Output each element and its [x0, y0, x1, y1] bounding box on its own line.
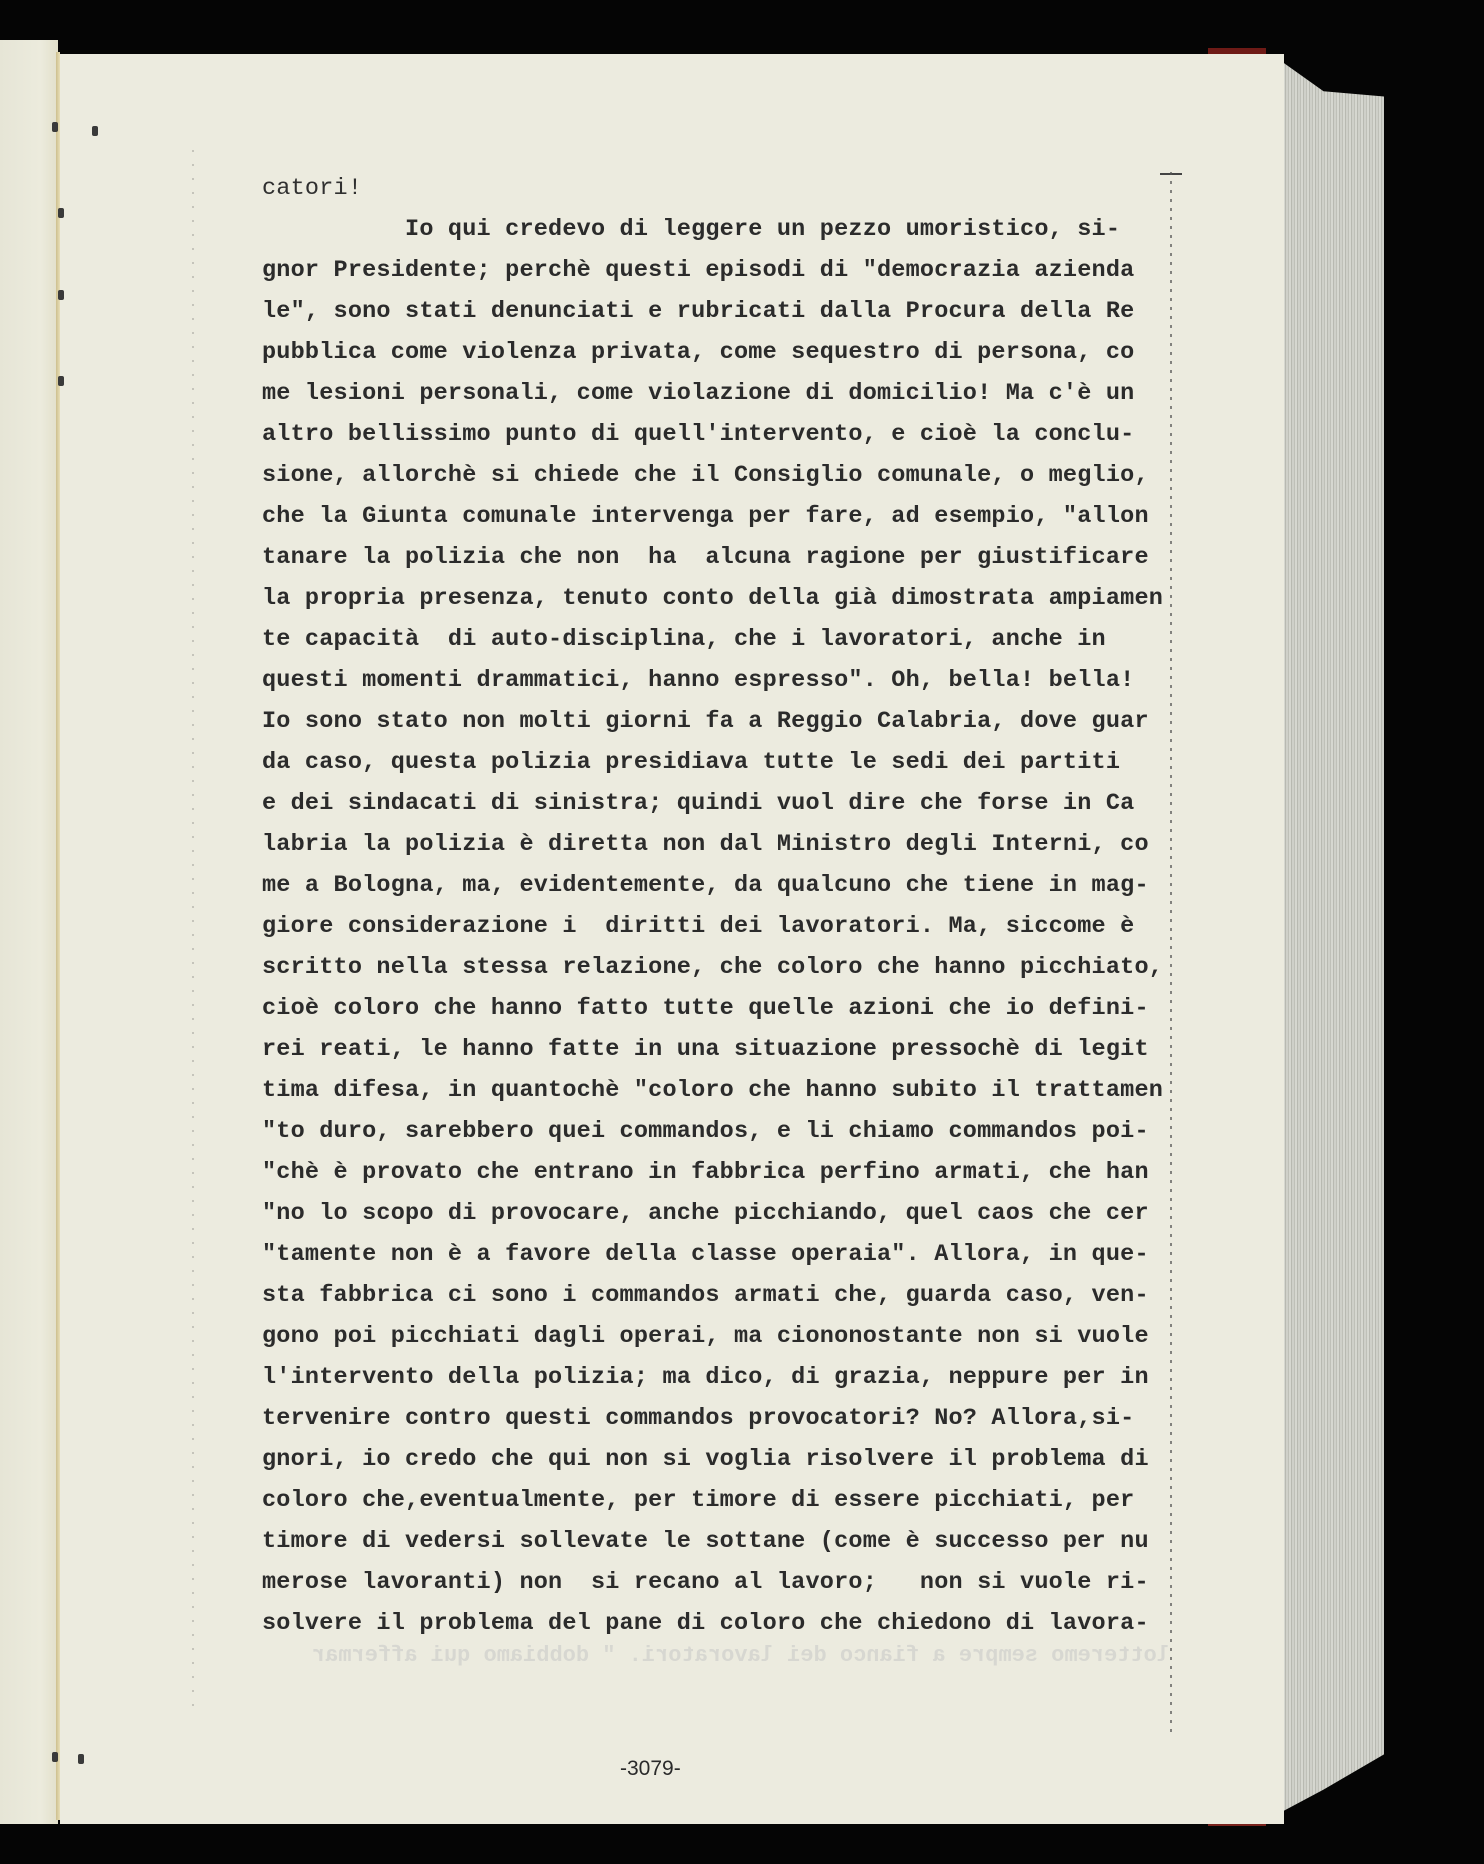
text-line: Io sono stato non molti giorni fa a Reggio Calabria, dove guar — [262, 708, 1149, 735]
binding-hole-icon — [58, 208, 64, 218]
text-line: te capacità di auto-disciplina, che i lavoratori, anche in — [262, 626, 1106, 653]
text-line: "to duro, sarebbero quei commandos, e li chiamo commandos poi- — [262, 1118, 1149, 1145]
text-line: questi momenti drammatici, hanno espresso". Oh, bella! bella! — [262, 667, 1135, 694]
text-line: le", sono stati denunciati e rubricati dalla Procura della Re — [262, 298, 1135, 325]
left-margin-marks — [192, 150, 194, 1710]
book-gutter — [56, 52, 60, 1820]
text-line: sta fabbrica ci sono i commandos armati che, guarda caso, ven- — [262, 1282, 1149, 1309]
text-line: che la Giunta comunale intervenga per fare, ad esempio, "allon — [262, 503, 1149, 530]
text-line: cioè coloro che hanno fatto tutte quelle azioni che io defini- — [262, 995, 1149, 1022]
binding-hole-icon — [58, 376, 64, 386]
text-line: me a Bologna, ma, evidentemente, da qualcuno che tiene in mag- — [262, 872, 1149, 899]
typewritten-body — [262, 168, 1162, 1644]
text-line: solvere il problema del pane di coloro che chiedono di lavora- — [262, 1610, 1149, 1637]
text-line: "no lo scopo di provocare, anche picchiando, quel caos che cer — [262, 1200, 1149, 1227]
text-line: tima difesa, in quantochè "coloro che hanno subito il trattamen — [262, 1077, 1164, 1104]
text-line: gnori, io credo che qui non si voglia risolvere il problema di — [262, 1446, 1149, 1473]
text-line: labria la polizia è diretta non dal Ministro degli Interni, co — [262, 831, 1149, 858]
binding-hole-icon — [78, 1754, 84, 1764]
text-line: la propria presenza, tenuto conto della già dimostrata ampiamen — [262, 585, 1164, 612]
text-line: sione, allorchè si chiede che il Consiglio comunale, o meglio, — [262, 462, 1149, 489]
page-number: -3079- — [620, 1757, 681, 1780]
text-line: catori! — [262, 175, 363, 202]
text-line: e dei sindacati di sinistra; quindi vuol dire che forse in Ca — [262, 790, 1135, 817]
binding-hole-icon — [92, 126, 98, 136]
binding-hole-icon — [52, 1752, 58, 1762]
text-line: altro bellissimo punto di quell'intervento, e cioè la conclu- — [262, 421, 1135, 448]
text-line: rei reati, le hanno fatte in una situazione pressochè di legit — [262, 1036, 1149, 1063]
text-line: pubblica come violenza privata, come sequestro di persona, co — [262, 339, 1135, 366]
text-line: da caso, questa polizia presidiava tutte le sedi dei partiti — [262, 749, 1121, 776]
text-line: l'intervento della polizia; ma dico, di grazia, neppure per in — [262, 1364, 1149, 1391]
right-margin-rule — [1170, 172, 1172, 1732]
text-line: Io qui credevo di leggere un pezzo umoristico, si- — [262, 216, 1121, 243]
text-line: tervenire contro questi commandos provocatori? No? Allora,si- — [262, 1405, 1135, 1432]
binding-hole-icon — [58, 290, 64, 300]
text-line: gono poi picchiati dagli operai, ma ciononostante non si vuole — [262, 1323, 1149, 1350]
text-line: gnor Presidente; perchè questi episodi di "democrazia azienda — [262, 257, 1135, 284]
text-line: "tamente non è a favore della classe operaia". Allora, in que- — [262, 1241, 1149, 1268]
page-stack-edges — [1274, 56, 1384, 1816]
text-line: giore considerazione i diritti dei lavoratori. Ma, siccome è — [262, 913, 1135, 940]
text-line: scritto nella stessa relazione, che coloro che hanno picchiato, — [262, 954, 1164, 981]
text-line: me lesioni personali, come violazione di domicilio! Ma c'è un — [262, 380, 1135, 407]
text-line: merose lavoranti) non si recano al lavoro; non si vuole ri- — [262, 1569, 1149, 1596]
binding-hole-icon — [52, 122, 58, 132]
text-line: tanare la polizia che non ha alcuna ragione per giustificare — [262, 544, 1149, 571]
text-line: coloro che,eventualmente, per timore di essere picchiati, per — [262, 1487, 1135, 1514]
text-line: "chè è provato che entrano in fabbrica perfino armati, che han — [262, 1159, 1149, 1186]
facing-left-page — [0, 40, 58, 1824]
text-line: timore di vedersi sollevate le sottane (come è successo per nu — [262, 1528, 1149, 1555]
